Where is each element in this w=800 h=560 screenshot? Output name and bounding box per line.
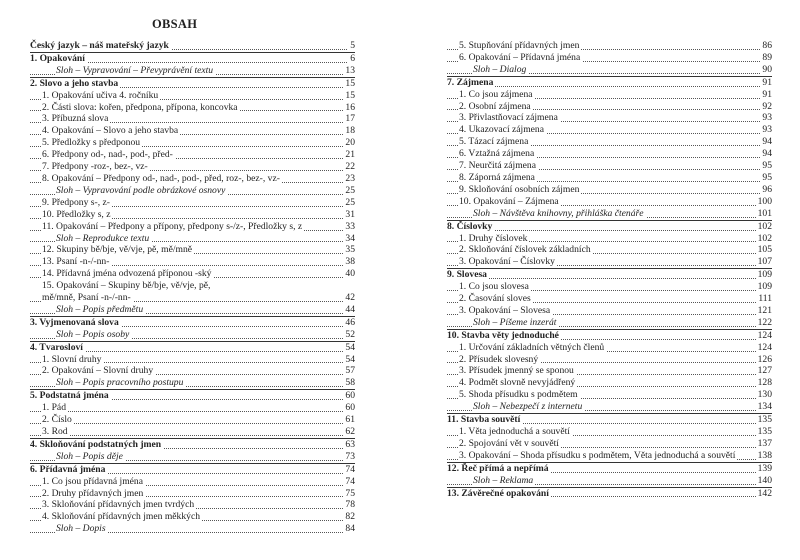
toc-page-number: 5 (350, 40, 355, 51)
toc-entry-title: 5. Podstatná jména (30, 390, 109, 402)
toc-page-number: 95 (762, 160, 772, 172)
toc-entry-title: Sloh – Nebezpečí z internetu (473, 401, 583, 413)
toc-page-number: 52 (345, 328, 355, 340)
toc-entry-title: 13. Závěrečné opakování (447, 487, 549, 499)
toc-chapter (30, 77, 355, 90)
toc-entry-title: 2. Osobní zájmena (459, 100, 531, 112)
toc-page-number: 91 (762, 88, 772, 100)
toc-sloh-entry (30, 329, 355, 341)
toc-page-number: 107 (757, 256, 772, 268)
toc-page-number: 102 (757, 220, 772, 232)
toc-entry-title: 8. Číslovky (447, 220, 493, 232)
toc-chapter (30, 438, 355, 451)
toc-entry-title: 2. Části slova: kořen, předpona, přípona, koncovka (42, 101, 238, 113)
toc-entry-title: mě/mně, Psaní -n-/-nn- (42, 292, 131, 304)
toc-entry (30, 365, 355, 377)
toc-entry (447, 112, 772, 124)
toc-sloh-entry (30, 185, 355, 197)
toc-chapter (30, 52, 355, 65)
toc-entry-title: Sloh – Vypravování – Převyprávění textu (56, 64, 214, 76)
toc-entry-title: 9. Předpony s-, z- (42, 196, 110, 208)
toc-entry-title: Sloh – Popis osoby (56, 328, 130, 340)
toc-page-number: 54 (345, 353, 355, 365)
toc-entry-title: 6. Opakování – Přídavná jména (459, 51, 581, 63)
toc-entry-title: 1. Určování základních větných členů (459, 341, 605, 353)
toc-entry-title: 14. Přídavná jména odvozená příponou -ský (42, 268, 212, 280)
toc-entry (30, 511, 355, 523)
toc-page-number: 74 (345, 475, 355, 487)
toc-chapter (447, 329, 772, 342)
toc-entry (30, 488, 355, 500)
toc-sloh-entry (30, 377, 355, 389)
toc-sloh-entry (30, 233, 355, 245)
toc-entry-title: 2. Číslo (42, 414, 72, 426)
toc-entry-title: 2. Přísudek slovesný (459, 353, 539, 365)
toc-page-number: 16 (345, 101, 355, 113)
toc-chapter (30, 341, 355, 354)
toc-page-number: 142 (757, 487, 772, 499)
toc-page-number: 60 (345, 402, 355, 414)
toc-entry (447, 354, 772, 366)
toc-page-number: 40 (345, 268, 355, 280)
toc-page-number: 96 (762, 183, 772, 195)
toc-entry (447, 342, 772, 354)
toc-page-number: 101 (757, 207, 772, 219)
toc-entry (30, 256, 355, 268)
toc-page-number: 22 (345, 161, 355, 173)
toc-entry-title: 9. Skloňování osobních zájmen (459, 183, 580, 195)
toc-chapter (447, 487, 772, 500)
toc-entry-title: 10. Předložky s, z (42, 208, 111, 220)
toc-page-number: 33 (345, 220, 355, 232)
toc-entry-title: 6. Přídavná jména (30, 463, 106, 475)
toc-page-number: 31 (345, 208, 355, 220)
toc-page-number: 57 (345, 365, 355, 377)
toc-entry-title: 6. Předpony od-, nad-, pod-, před- (42, 149, 173, 161)
toc-page-number: 75 (345, 487, 355, 499)
toc-page-number: 82 (345, 511, 355, 523)
toc-entry-title: 5. Předložky s předponou (42, 137, 141, 149)
toc-entry-title: 4. Podmět slovně nevyjádřený (459, 377, 576, 389)
toc-entry (447, 148, 772, 160)
toc-page-number: 35 (345, 244, 355, 256)
toc-entry (447, 377, 772, 389)
toc-entry-title: 1. Co jsou zájmena (459, 88, 533, 100)
toc-entry-title: Sloh – Popis děje (56, 450, 123, 462)
toc-entry (30, 125, 355, 137)
toc-entry (447, 184, 772, 196)
toc-entry (30, 354, 355, 366)
toc-chapter (30, 463, 355, 476)
toc-page-number: 124 (757, 341, 772, 353)
toc-entry-title: 10. Stavba věty jednoduché (447, 329, 559, 341)
toc-entry-title: 5. Shoda přísudku s podmětem (459, 389, 578, 401)
toc-entry-title: 6. Vztažná zájmena (459, 148, 535, 160)
toc-entry-title: 2. Skloňování číslovek základních (459, 244, 591, 256)
toc-chapter (447, 220, 772, 233)
toc-entry-title: 1. Věta jednoduchá a souvětí (459, 426, 570, 437)
toc-page-number: 134 (757, 401, 772, 413)
toc-entry (447, 244, 772, 256)
toc-entry-title: 11. Opakování – Předpony a přípony, předpony s-/z-, Předložky s, z (42, 220, 303, 232)
toc-entry-title: Sloh – Reklama (473, 474, 534, 486)
toc-chapter (30, 316, 355, 329)
toc-entry-title: 3. Opakování – Shoda přísudku s podmětem, Věta jednoduchá a souvětí (459, 449, 736, 461)
toc-entry-title: 4. Opakování – Slovo a jeho stavba (42, 125, 179, 137)
toc-entry (447, 101, 772, 113)
toc-page-number: 126 (757, 353, 772, 365)
toc-entry-title: Sloh – Píšeme inzerát (473, 316, 557, 328)
toc-entry (447, 124, 772, 136)
page-title: OBSAH (152, 17, 198, 31)
toc-entry (447, 426, 772, 438)
toc-entry (447, 89, 772, 101)
toc-sloh-entry (30, 65, 355, 77)
toc-page-number: 135 (757, 414, 772, 426)
toc-entry (30, 476, 355, 488)
toc-page-number: 84 (345, 523, 355, 535)
toc-entry-title: 15. Opakování – Skupiny bě/bje, vě/vje, pě, (42, 280, 211, 292)
toc-entry-title: 7. Neurčitá zájmena (459, 160, 536, 172)
toc-entry-title: 1. Opakování (30, 52, 85, 64)
toc-entry-title: 9. Slovesa (447, 269, 487, 281)
toc-page-number: 138 (757, 449, 772, 461)
toc-entry-title: 5. Tázací zájmena (459, 136, 529, 148)
toc-entry-title: 4. Tvarosloví (30, 341, 83, 353)
toc-page-number: 139 (757, 462, 772, 474)
toc-entry-title: 10. Opakování – Zájmena (459, 195, 559, 207)
toc-page-number: 25 (345, 196, 355, 208)
toc-entry (447, 305, 772, 317)
dot-leader (30, 411, 355, 412)
toc-entry-title: Sloh – Dialog (473, 63, 527, 75)
toc-entry-title: 4. Skloňování přídavných jmen měkkých (42, 511, 201, 523)
toc-page-number: 42 (345, 292, 355, 304)
toc-entry (30, 426, 355, 438)
toc-entry (447, 293, 772, 305)
toc-page-number: 62 (345, 426, 355, 437)
toc-entry (30, 414, 355, 426)
toc-page-number: 63 (345, 438, 355, 450)
toc-page-number: 91 (762, 76, 772, 88)
toc-entry (30, 499, 355, 511)
toc-page-number: 74 (345, 463, 355, 475)
dot-leader (30, 435, 355, 436)
toc-page-number: 121 (757, 304, 772, 316)
toc-entry-title: 3. Rod (42, 426, 68, 437)
toc-entry-title: Sloh – Popis předmětu (56, 303, 144, 315)
toc-page-number: 127 (757, 365, 772, 377)
toc-chapter (30, 389, 355, 402)
toc-entry-title: 2. Časování sloves (459, 293, 531, 305)
toc-entry-title: 1. Pád (42, 402, 66, 414)
toc-page-number: 61 (345, 414, 355, 426)
toc-entry (30, 292, 355, 304)
toc-entry-title: Sloh – Reprodukce textu (56, 232, 150, 244)
toc-page-number: 140 (757, 474, 772, 486)
toc-entry-title: 3. Opakování – Slovesa (459, 304, 551, 316)
toc-page-number: 73 (345, 450, 355, 462)
toc-chapter (447, 413, 772, 426)
toc-page-number: 137 (757, 437, 772, 449)
toc-sloh-entry (447, 317, 772, 329)
toc-page-number: 124 (757, 329, 772, 341)
toc-page-number: 128 (757, 377, 772, 389)
toc-entry-title: 2. Druhy přídavných jmen (42, 487, 144, 499)
toc-entry (30, 161, 355, 173)
toc-entry-title: Sloh – Popis pracovního postupu (56, 377, 184, 389)
toc-entry (30, 268, 355, 280)
toc-entry-title: 3. Příbuzná slova (42, 113, 109, 125)
toc-entry-title: Sloh – Dopis (56, 523, 106, 535)
toc-entry-title: 8. Opakování – Předpony od-, nad-, pod-, před, roz-, bez-, vz- (42, 172, 280, 184)
toc-entry-title: 2. Spojování vět v souvětí (459, 437, 559, 449)
toc-page-number: 90 (762, 63, 772, 75)
toc-entry-title: 3. Skloňování přídavných jmen tvrdých (42, 499, 195, 511)
toc-entry (30, 173, 355, 185)
toc-page-number: 58 (345, 377, 355, 389)
toc-page-number: 95 (762, 171, 772, 183)
toc-sloh-entry (30, 523, 355, 535)
toc-page-number: 109 (757, 269, 772, 281)
toc-entry (30, 221, 355, 233)
toc-entry (447, 389, 772, 401)
toc-page-number: 111 (758, 293, 772, 305)
toc-entry-title: 4. Skloňování podstatných jmen (30, 438, 162, 450)
toc-page-number: 86 (762, 40, 772, 51)
toc-entry-title: Sloh – Návštěva knihovny, přihláška čtenáře (473, 207, 644, 219)
toc-entry-title: 7. Zájmena (447, 76, 494, 88)
toc-chapter (447, 76, 772, 89)
toc-page-number: 94 (762, 136, 772, 148)
toc-page-number: 17 (345, 113, 355, 125)
dot-leader (447, 230, 772, 231)
toc-entry (30, 209, 355, 221)
toc-entry (447, 256, 772, 268)
toc-page-number: 23 (345, 172, 355, 184)
toc-entry (30, 244, 355, 256)
toc-page-number: 100 (757, 195, 772, 207)
toc-entry (447, 233, 772, 245)
toc-entry-title: 12. Skupiny bě/bje, vě/vje, pě, mě/mně (42, 244, 193, 256)
toc-page-number: 135 (757, 426, 772, 437)
toc-page-number: 15 (345, 77, 355, 89)
toc-page-number: 89 (762, 51, 772, 63)
toc-entry-title: 4. Ukazovací zájmena (459, 124, 544, 136)
toc-entry-title: Sloh – Vypravování podle obrázkové osnovy (56, 184, 226, 196)
toc-page-number: 44 (345, 303, 355, 315)
toc-entry-title: 3. Přivlastňovací zájmena (459, 112, 558, 124)
toc-entry (447, 40, 772, 52)
toc-entry-title: 2. Opakování – Slovní druhy (42, 365, 154, 377)
toc-left-column (30, 40, 355, 535)
toc-entry-title: 1. Co jsou slovesa (459, 281, 529, 293)
dot-leader (447, 278, 772, 279)
toc-page-number: 93 (762, 112, 772, 124)
dot-leader (30, 423, 355, 424)
toc-sloh-entry (447, 401, 772, 413)
toc-sloh-entry (447, 475, 772, 487)
dot-leader (447, 86, 772, 87)
toc-page-number: 46 (345, 316, 355, 328)
toc-entry-title: 3. Přísudek jmenný se sponou (459, 365, 574, 377)
toc-entry-title: Český jazyk – náš mateřský jazyk (30, 40, 169, 51)
toc-page-number: 60 (345, 390, 355, 402)
toc-page-number: 13 (345, 64, 355, 76)
toc-page-number: 15 (345, 89, 355, 101)
toc-page-number: 25 (345, 184, 355, 196)
toc-entry-title: 1. Opakování učiva 4. ročníku (42, 89, 159, 101)
toc-entry-title: 8. Záporná zájmena (459, 171, 535, 183)
toc-entry-title: 2. Slovo a jeho stavba (30, 77, 119, 89)
toc-entry-title: 3. Opakování – Číslovky (459, 256, 555, 268)
toc-chapter (447, 462, 772, 475)
toc-page-number: 34 (345, 232, 355, 244)
toc-entry (447, 450, 772, 462)
toc-page-number: 105 (757, 244, 772, 256)
toc-chapter (447, 268, 772, 281)
toc-entry (447, 438, 772, 450)
toc-entry (447, 365, 772, 377)
toc-page-number: 54 (345, 341, 355, 353)
toc-page-number: 21 (345, 149, 355, 161)
toc-entry (447, 196, 772, 208)
toc-entry (447, 281, 772, 293)
toc-entry (447, 52, 772, 64)
toc-right-column (447, 40, 772, 499)
toc-entry-title: 7. Předpony -roz-, bez-, vz- (42, 161, 148, 173)
toc-page-number: 93 (762, 124, 772, 136)
toc-entry (447, 136, 772, 148)
toc-page-number: 109 (757, 281, 772, 293)
toc-page-number: 38 (345, 256, 355, 268)
toc-entry-title: 1. Slovní druhy (42, 353, 102, 365)
toc-page-number: 18 (345, 125, 355, 137)
toc-entry (30, 149, 355, 161)
toc-page-number: 92 (762, 100, 772, 112)
toc-entry-title: 11. Stavba souvětí (447, 414, 521, 426)
toc-entry (30, 280, 355, 292)
toc-page-number: 20 (345, 137, 355, 149)
toc-page-number: 122 (757, 316, 772, 328)
toc-chapter (30, 40, 355, 52)
toc-sloh-entry (30, 304, 355, 316)
toc-page-number: 102 (757, 232, 772, 244)
toc-entry (447, 172, 772, 184)
toc-entry (30, 402, 355, 414)
toc-entry (30, 137, 355, 149)
toc-entry (447, 160, 772, 172)
toc-entry-title: 12. Řeč přímá a nepřímá (447, 462, 549, 474)
toc-entry-title: 1. Co jsou přídavná jména (42, 475, 143, 487)
toc-page-number: 6 (350, 52, 355, 64)
toc-sloh-entry (447, 208, 772, 220)
toc-page-number: 78 (345, 499, 355, 511)
toc-entry (30, 197, 355, 209)
toc-sloh-entry (447, 64, 772, 76)
toc-entry (30, 90, 355, 102)
toc-entry-title: 13. Psaní -n-/-nn- (42, 256, 110, 268)
toc-entry (30, 102, 355, 114)
toc-entry-title: 5. Stupňování přídavných jmen (459, 40, 580, 51)
toc-page-number: 94 (762, 148, 772, 160)
toc-sloh-entry (30, 451, 355, 463)
toc-entry-title: 1. Druhy číslovek (459, 232, 528, 244)
toc-entry-title: 3. Vyjmenovaná slova (30, 316, 119, 328)
toc-page-number: 130 (757, 389, 772, 401)
toc-entry (30, 113, 355, 125)
